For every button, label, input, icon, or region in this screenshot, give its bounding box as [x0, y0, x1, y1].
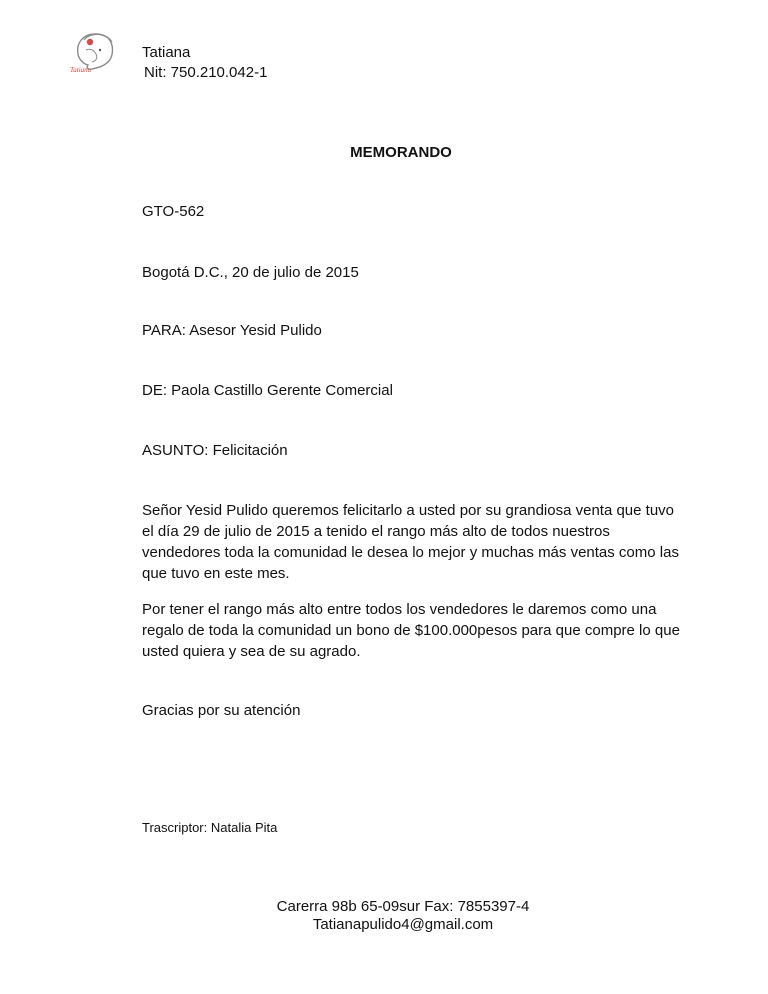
memo-subject: ASUNTO: Felicitación [142, 442, 288, 459]
memo-date: Bogotá D.C., 20 de julio de 2015 [142, 264, 359, 281]
memo-code: GTO-562 [142, 203, 205, 220]
footer-email: Tatianapulido4@gmail.com [312, 916, 494, 933]
logo-text: Tatiana [70, 66, 92, 74]
logo-face-line [86, 49, 97, 62]
company-logo [66, 28, 126, 78]
logo-eye [99, 49, 101, 51]
memo-paragraph-2: Por tener el rango más alto entre todos los vendedores le daremos como una regalo de toda la comunidad un bono de $100.000pesos para que compre lo que usted quiera y sea de su agrado. [142, 601, 680, 660]
company-name: Tatiana [142, 44, 191, 61]
memo-transcriber: Trascriptor: Natalia Pita [142, 820, 278, 835]
memo-to: PARA: Asesor Yesid Pulido [142, 322, 322, 339]
footer-address: Carerra 98b 65-09sur Fax: 7855397-4 [276, 898, 530, 915]
memo-title: MEMORANDO [350, 144, 452, 161]
company-nit: Nit: 750.210.042-1 [144, 64, 268, 81]
memo-paragraph-1: Señor Yesid Pulido queremos felicitarlo a usted por su grandiosa venta que tuvo el día 29 de julio de 2015 a tenido el rango más alto de todos nuestros vendedores toda la comunidad le desea lo mejor y muchas más ventas como las que tuvo en este mes. [142, 502, 679, 582]
logo-head-outline [78, 34, 113, 69]
memo-from: DE: Paola Castillo Gerente Comercial [142, 382, 393, 399]
logo-flower [87, 39, 93, 45]
memo-closing: Gracias por su atención [142, 702, 301, 719]
